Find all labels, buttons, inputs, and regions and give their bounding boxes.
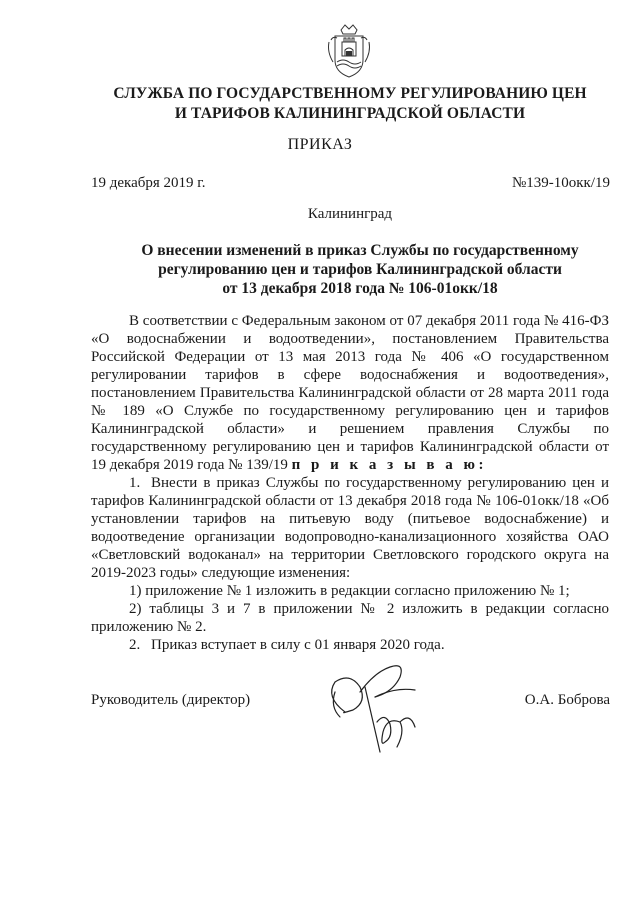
preamble-paragraph bbox=[91, 312, 609, 474]
handwritten-signature-icon bbox=[305, 652, 445, 772]
agency-line-2: И ТАРИФОВ КАЛИНИНГРАДСКОЙ ОБЛАСТИ bbox=[174, 105, 526, 122]
subject-line-3: от 13 декабря 2018 года № 106-01окк/18 bbox=[222, 280, 498, 297]
subject-line-2: регулированию цен и тарифов Калининградской области bbox=[158, 261, 562, 278]
order-date: 19 декабря 2019 г. bbox=[91, 175, 206, 191]
preamble-text: В соответствии с Федеральным законом от 07 декабря 2011 года № 416-ФЗ «О водоснабжении и водоотведении», постановлением Правительства Российской Федерации от 13 мая 2013 года № 406 «О государственном регулировании тарифов в сфере водоснабжения и водоотведения», постановлением Правительства Калининградской области от 28 марта 2011 года № 189 «О Службе по государственному регулированию цен и тарифов Калининградской области» и решением правления Службы по государственному регулированию цен и тарифов Калининградской области от 19 декабря 2019 года № 139/19 bbox=[91, 313, 609, 473]
prikazyvayu-word: п р и к а з ы в а ю: bbox=[291, 457, 487, 473]
order-subject bbox=[100, 241, 620, 298]
order-number: №139-10окк/19 bbox=[511, 175, 610, 191]
sub-item-2: 2) таблицы 3 и 7 в приложении № 2 изложить в редакции согласно приложению № 2. bbox=[91, 601, 609, 635]
agency-name bbox=[60, 84, 640, 124]
item-1 bbox=[91, 474, 609, 582]
item-1-text: Внести в приказ Службы по государственному регулированию цен и тарифов Калининградской области от 13 декабря 2018 года № 106-01окк/18 «Об установлении тарифов на питьевую воду (питьевое водоснабжение) и водоотведение организации водопроводно-канализационного хозяйства ОАО «Светловский водоканал» на территории Светловского городского округа на 2019-2023 годы» следующие изменения: bbox=[91, 475, 609, 581]
order-body bbox=[91, 312, 609, 654]
kaliningrad-coat-of-arms-icon bbox=[325, 22, 373, 80]
item-2-text: Приказ вступает в силу с 01 января 2020 года. bbox=[151, 637, 445, 653]
agency-line-1: СЛУЖБА ПО ГОСУДАРСТВЕННОМУ РЕГУЛИРОВАНИЮ ЦЕН bbox=[113, 85, 587, 102]
subject-line-1: О внесении изменений в приказ Службы по государственному bbox=[141, 242, 579, 259]
sub-item-1: 1) приложение № 1 изложить в редакции согласно приложению № 1; bbox=[129, 583, 570, 599]
item-2-number: 2. bbox=[129, 637, 141, 653]
document-type: ПРИКАЗ bbox=[287, 136, 353, 153]
item-1-number: 1. bbox=[129, 475, 141, 491]
signatory-name: О.А. Боброва bbox=[524, 692, 610, 708]
signatory-position: Руководитель (директор) bbox=[91, 692, 251, 708]
city: Калининград bbox=[307, 206, 393, 222]
